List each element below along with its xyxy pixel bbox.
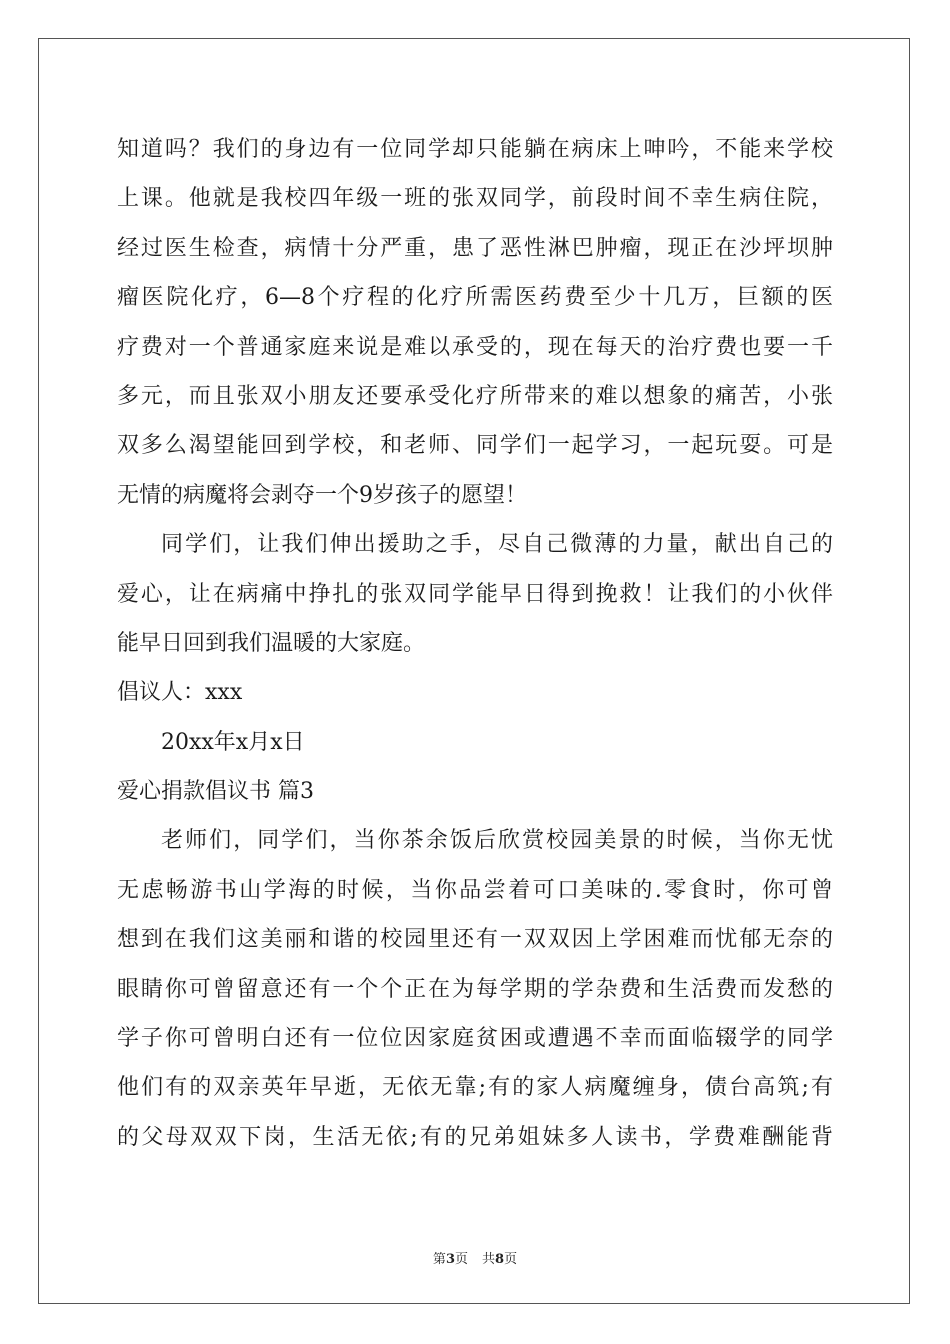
text-line: 无虑畅游书山学海的时候，当你品尝着可口美味的.零食时，你可曾: [117, 877, 833, 903]
text-line: 同学们，让我们伸出援助之手，尽自己微薄的力量，献出自己的: [161, 532, 833, 558]
text-line: 瘤医院化疗，6—8个疗程的化疗所需医药费至少十几万，巨额的医: [117, 285, 833, 311]
text-line: 知道吗？我们的身边有一位同学却只能躺在病床上呻吟，不能来学校: [117, 137, 833, 162]
text-line: 经过医生检查，病情十分严重，患了恶性淋巴肿瘤，现正在沙坪坝肿: [117, 235, 833, 261]
page-label-suffix: 页: [454, 1252, 468, 1267]
text-line: 学子你可曾明白还有一位位因家庭贫困或遭遇不幸而面临辍学的同学: [117, 1026, 833, 1052]
text-line: 疗费对一个普通家庭来说是难以承受的，现在每天的治疗费也要一千: [117, 334, 833, 360]
text-line: 能早日回到我们温暖的大家庭。: [117, 630, 426, 656]
text-line: 老师们，同学们，当你茶余饭后欣赏校园美景的时候，当你无忧: [161, 828, 833, 854]
page-current: 3: [445, 1252, 455, 1267]
date-line: 20xx年x月x日: [161, 729, 305, 755]
text-line: 他们有的双亲英年早逝，无依无靠;有的家人病魔缠身，债台高筑;有: [117, 1075, 833, 1101]
page-total: 8: [495, 1252, 505, 1267]
total-label-suffix: 页: [504, 1252, 518, 1267]
text-line: 上课。他就是我校四年级一班的张双同学，前段时间不幸生病住院，: [117, 186, 833, 212]
text-line: 的父母双双下岗，生活无依;有的兄弟姐妹多人读书，学费难酬能背: [117, 1124, 833, 1150]
page-label-prefix: 第: [432, 1252, 446, 1267]
initiator-line: 倡议人：xxx: [117, 680, 243, 706]
text-line: 多元，而且张双小朋友还要承受化疗所带来的难以想象的痛苦，小张: [117, 383, 833, 409]
total-label-prefix: 共: [482, 1252, 496, 1267]
section-title: 爱心捐款倡议书 篇3: [117, 779, 314, 805]
text-line: 无情的病魔将会剥夺一个9岁孩子的愿望！: [117, 482, 527, 508]
text-line: 爱心，让在病痛中挣扎的张双同学能早日得到挽救！让我们的小伙伴: [117, 581, 833, 607]
text-line: 想到在我们这美丽和谐的校园里还有一双双因上学困难而忧郁无奈的: [117, 927, 833, 953]
text-line: 双多么渴望能回到学校，和老师、同学们一起学习，一起玩耍。可是: [117, 433, 833, 459]
document-body: [117, 125, 833, 1162]
text-line: 眼睛你可曾留意还有一个个正在为每学期的学杂费和生活费而发愁的: [117, 976, 833, 1002]
page-footer: [0, 1248, 950, 1267]
